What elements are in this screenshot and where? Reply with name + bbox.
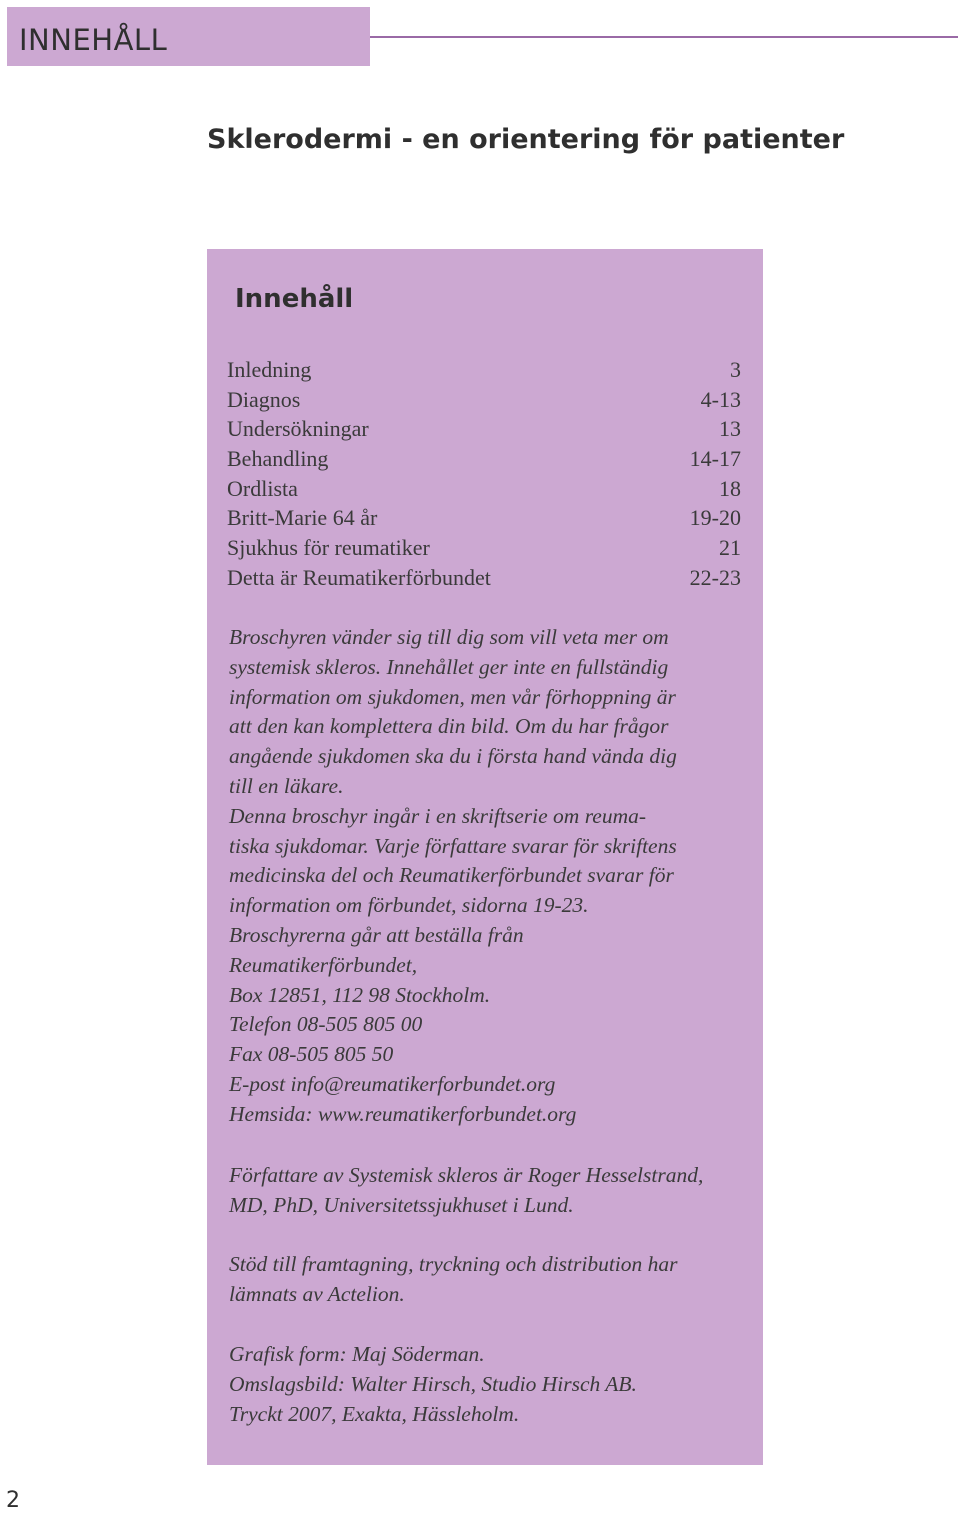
fax-line: Fax 08-505 805 50 xyxy=(229,1042,394,1067)
website-line[interactable]: Hemsida: www.reumatikerforbundet.org xyxy=(229,1101,577,1126)
toc-entry-pages: 13 xyxy=(719,416,741,442)
toc-entry-label: Diagnos xyxy=(227,386,301,412)
table-of-contents xyxy=(227,355,741,593)
toc-entry-label: Behandling xyxy=(227,446,329,472)
email-line[interactable]: E-post info@reumatikerforbundet.org xyxy=(229,1071,556,1096)
support-line: lämnats av Actelion. xyxy=(229,1281,405,1306)
toc-entry-label: Sjukhus för reumatiker xyxy=(227,535,430,561)
intro-line: information om förbundet, sidorna 19-23. xyxy=(229,893,589,918)
credits-line: Omslagsbild: Walter Hirsch, Studio Hirsch AB. xyxy=(229,1371,637,1396)
toc-entry-pages: 19-20 xyxy=(689,505,741,531)
intro-line: tiska sjukdomar. Varje författare svarar för skriftens xyxy=(229,833,677,858)
intro-line: Broschyren vänder sig till dig som vill veta mer om xyxy=(229,625,669,649)
toc-entry-pages: 3 xyxy=(730,357,741,382)
credits-paragraph xyxy=(229,1340,753,1429)
author-line: MD, PhD, Universitetssjukhuset i Lund. xyxy=(229,1192,574,1217)
intro-line: systemisk skleros. Innehållet ger inte en fullständig xyxy=(229,654,669,679)
toc-entry[interactable] xyxy=(227,444,741,474)
author-paragraph xyxy=(229,1161,753,1221)
phone-line: Telefon 08-505 805 00 xyxy=(229,1012,423,1037)
contents-box xyxy=(207,249,763,1465)
toc-entry-label: Ordlista xyxy=(227,475,298,501)
intro-line: Denna broschyr ingår i en skriftserie om reuma- xyxy=(229,803,647,828)
intro-line: Reumatikerförbundet, xyxy=(229,952,418,977)
toc-entry-pages: 14-17 xyxy=(689,446,741,472)
intro-line: Broschyrerna går att beställa från xyxy=(229,922,524,947)
intro-line: att den kan komplettera din bild. Om du har frågor xyxy=(229,714,669,739)
toc-entry-pages: 22-23 xyxy=(689,564,741,590)
toc-entry-label: Detta är Reumatikerförbundet xyxy=(227,564,491,590)
toc-entry-label: Britt-Marie 64 år xyxy=(227,505,378,531)
toc-entry[interactable] xyxy=(227,355,741,385)
contents-heading: Innehåll xyxy=(235,284,354,314)
intro-line: angående sjukdomen ska du i första hand vända dig xyxy=(229,744,677,769)
toc-entry-pages: 18 xyxy=(719,475,741,501)
toc-entry[interactable] xyxy=(227,503,741,533)
section-header-tab xyxy=(7,7,370,66)
toc-entry[interactable] xyxy=(227,533,741,563)
toc-entry[interactable] xyxy=(227,563,741,593)
toc-entry-pages: 4-13 xyxy=(700,386,741,412)
support-paragraph xyxy=(229,1250,753,1310)
header-rule xyxy=(370,36,958,38)
toc-entry-label: Inledning xyxy=(227,357,312,382)
toc-entry[interactable] xyxy=(227,414,741,444)
toc-entry[interactable] xyxy=(227,474,741,504)
support-line: Stöd till framtagning, tryckning och distribution har xyxy=(229,1252,678,1276)
page-number: 2 xyxy=(6,1488,20,1513)
intro-line: medicinska del och Reumatikerförbundet svarar för xyxy=(229,863,674,888)
credits-line: Tryckt 2007, Exakta, Hässleholm. xyxy=(229,1401,520,1426)
intro-paragraph xyxy=(229,623,753,1130)
intro-line: till en läkare. xyxy=(229,773,344,798)
credits-line: Grafisk form: Maj Söderman. xyxy=(229,1342,485,1366)
section-header-label: INNEHÅLL xyxy=(19,23,168,57)
intro-line: information om sjukdomen, men vår förhoppning är xyxy=(229,684,676,709)
toc-entry-label: Undersökningar xyxy=(227,416,369,442)
document-title: Sklerodermi - en orientering för patienter xyxy=(207,124,845,155)
toc-entry[interactable] xyxy=(227,385,741,415)
author-line: Författare av Systemisk skleros är Roger Hesselstrand, xyxy=(229,1163,704,1187)
toc-entry-pages: 21 xyxy=(719,535,741,561)
intro-line: Box 12851, 112 98 Stockholm. xyxy=(229,982,491,1007)
